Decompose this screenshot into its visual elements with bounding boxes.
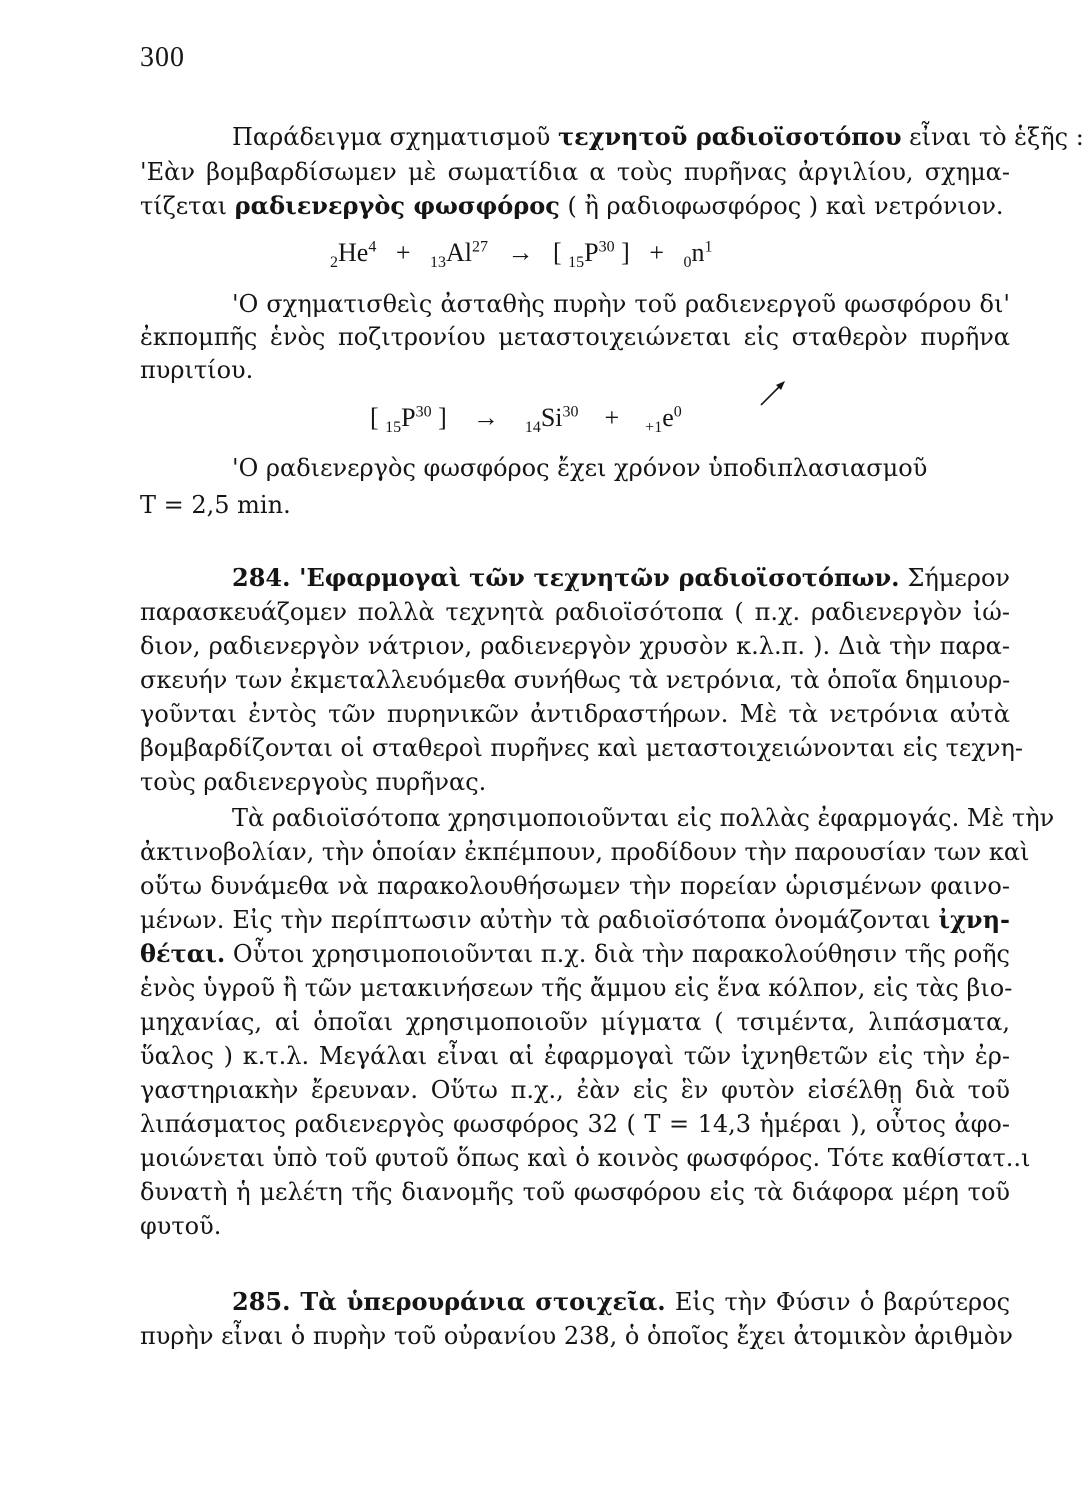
text-line: Τὰ ραδιοϊσότοπα χρησιμοποιοῦνται εἰς πολλὰς ἐφαρμογάς. Μὲ τὴν [232, 804, 1055, 832]
bold-term: τεχνητοῦ ραδιοϊσοτόπου [557, 122, 902, 151]
text-line [140, 191, 1010, 221]
text-line: πυριτίου. [140, 356, 254, 384]
text-line: τοὺς ραδιενεργοὺς πυρῆνας. [140, 768, 487, 796]
text-span: Εἰς τὴν Φύσιν ὁ βαρύτερος [665, 1288, 1011, 1316]
text-span: Οὗτοι χρησιμοποιοῦνται π.χ. διὰ τὴν παρακολούθησιν τῆς ροῆς [225, 940, 1010, 968]
text-line: δυνατὴ ἡ μελέτη τῆς διανομῆς τοῦ φωσφόρου εἰς τὰ διάφορα μέρη τοῦ [140, 1178, 1010, 1206]
eq-prescript: 2 [330, 254, 338, 272]
text-line: 'Ο ραδιενεργὸς φωσφόρος ἔχει χρόνον ὑποδιπλασιασμοῦ [232, 454, 928, 482]
eq-bracket: [ [370, 403, 379, 432]
eq-symbol: n [691, 238, 705, 267]
eq-arrow: → [507, 238, 534, 267]
eq-bracket: ] [438, 403, 447, 432]
eq-superscript: 4 [368, 238, 377, 256]
text-line [232, 122, 1084, 152]
section-285-title-line [232, 1287, 1010, 1317]
eq-plus: + [395, 238, 411, 267]
eq-symbol: Al [446, 238, 472, 267]
text-line: 'Ο σχηματισθεὶς ἀσταθὴς πυρὴν τοῦ ραδιενεργοῦ φωσφόρου δι' [232, 290, 1010, 318]
text-line: ἑνὸς ὑγροῦ ἢ τῶν μετακινήσεων τῆς ἄμμου εἰς ἕνα κόλπον, εἰς τὰς βιο- [140, 974, 1013, 1002]
eq-bracket: ] [621, 238, 630, 267]
eq-plus: + [604, 403, 620, 432]
eq-symbol: Si [540, 403, 563, 432]
text-line: σκευήν των ἐκμεταλλευόμεθα συνήθως τὰ νετρόνια, τὰ ὁποῖα δημιουρ- [140, 666, 1011, 694]
section-284-title-line [232, 563, 1010, 593]
text-span: ( ἢ ραδιοφωσφόρος ) καὶ νετρόνιον. [559, 192, 1004, 220]
text-line: T = 2,5 min. [140, 491, 291, 519]
nuclear-equation-2 [370, 403, 682, 437]
text-line: πυρὴν εἶναι ὁ πυρὴν τοῦ οὐρανίου 238, ὁ ὁποῖος ἔχει ἀτομικὸν ἀριθμὸν [140, 1322, 1013, 1350]
eq-prescript: 14 [524, 419, 541, 437]
eq-bracket: [ [553, 238, 562, 267]
eq-superscript: 1 [704, 238, 713, 256]
eq-arrow: → [472, 403, 499, 432]
eq-prescript: +1 [645, 419, 663, 437]
text-line: γοῦνται ἐντὸς τῶν πυρηνικῶν ἀντιδραστήρων. Μὲ τὰ νετρόνια αὐτὰ [140, 700, 1010, 728]
eq-superscript: 30 [598, 238, 615, 256]
text-span: εἶναι τὸ ἑξῆς : [901, 123, 1084, 151]
text-line: οὕτω δυνάμεθα νὰ παρακολουθήσωμεν τὴν πορείαν ὡρισμένων φαινο- [140, 872, 1010, 900]
bold-term: ἰχνη- [938, 905, 1010, 934]
text-line: ἀκτινοβολίαν, τὴν ὁποίαν ἐκπέμπουν, προδίδουν τὴν παρουσίαν των καὶ [140, 838, 1030, 866]
text-line: διον, ραδιενεργὸν νάτριον, ραδιενεργὸν χρυσὸν κ.λ.π. ). Διὰ τὴν παρα- [140, 632, 1010, 660]
eq-prescript: 13 [430, 254, 446, 272]
bold-term: ραδιενεργὸς φωσφόρος [234, 191, 560, 220]
bold-term: θέται. [140, 939, 226, 968]
eq-prescript: 15 [568, 254, 585, 272]
text-span: Παράδειγμα σχηματισμοῦ [232, 123, 558, 151]
text-line: γαστηριακὴν ἔρευναν. Οὕτω π.χ., ἐὰν εἰς ἓν φυτὸν εἰσέλθῃ διὰ τοῦ [140, 1076, 1010, 1104]
emission-arrow-icon [758, 378, 788, 408]
text-line: βομβαρδίζονται οἱ σταθεροὶ πυρῆνες καὶ μεταστοιχειώνονται εἰς τεχνη- [140, 734, 1023, 762]
eq-symbol: P [584, 238, 599, 267]
eq-prescript: 15 [385, 419, 402, 437]
eq-plus: + [649, 238, 664, 267]
section-heading: 285. Τὰ ὑπερουράνια στοιχεῖα. [232, 1287, 666, 1316]
nuclear-equation-1 [330, 238, 712, 272]
text-line: 'Εὰν βομβαρδίσωμεν μὲ σωματίδια α τοὺς πυρῆνας ἀργιλίου, σχημα- [140, 158, 1010, 186]
eq-superscript: 30 [415, 403, 432, 421]
eq-superscript: 30 [562, 403, 579, 421]
text-line: φυτοῦ. [140, 1212, 222, 1240]
eq-prescript: 0 [683, 254, 692, 272]
text-span: τίζεται [140, 192, 235, 220]
section-heading: 284. 'Εφαρμογαὶ τῶν τεχνητῶν ραδιοϊσοτόπων. [232, 563, 900, 592]
eq-superscript: 0 [673, 403, 682, 421]
text-line: ὕαλος ) κ.τ.λ. Μεγάλαι εἶναι αἱ ἐφαρμογαὶ τῶν ἰχνηθετῶν εἰς τὴν ἐρ- [140, 1042, 1010, 1070]
eq-symbol: e [662, 403, 674, 432]
text-span: Σήμερον [899, 564, 1010, 592]
text-span: μένων. Εἰς τὴν περίπτωσιν αὐτὴν τὰ ραδιοϊσότοπα ὀνομάζονται [140, 906, 939, 934]
eq-symbol: P [401, 403, 416, 432]
text-line: μηχανίας, αἱ ὁποῖαι χρησιμοποιοῦν μίγματα ( τσιμέντα, λιπάσματα, [140, 1008, 1010, 1036]
text-line: λιπάσματος ραδιενεργὸς φωσφόρος 32 ( T = 14,3 ἡμέραι ), οὗτος ἀφο- [140, 1110, 1010, 1138]
text-line [140, 905, 1010, 935]
text-line: μοιώνεται ὑπὸ τοῦ φυτοῦ ὅπως καὶ ὁ κοινὸς φωσφόρος. Τότε καθίστατ..ι [140, 1144, 1031, 1172]
eq-superscript: 27 [472, 238, 488, 256]
text-line: παρασκευάζομεν πολλὰ τεχνητὰ ραδιοϊσότοπα ( π.χ. ραδιενεργὸν ἰώ- [140, 598, 1010, 626]
page-number: 300 [140, 42, 185, 73]
text-line: ἐκπομπῆς ἑνὸς ποζιτρονίου μεταστοιχειώνεται εἰς σταθερὸν πυρῆνα [140, 323, 1010, 351]
eq-symbol: He [338, 238, 369, 267]
text-line [140, 939, 1010, 969]
